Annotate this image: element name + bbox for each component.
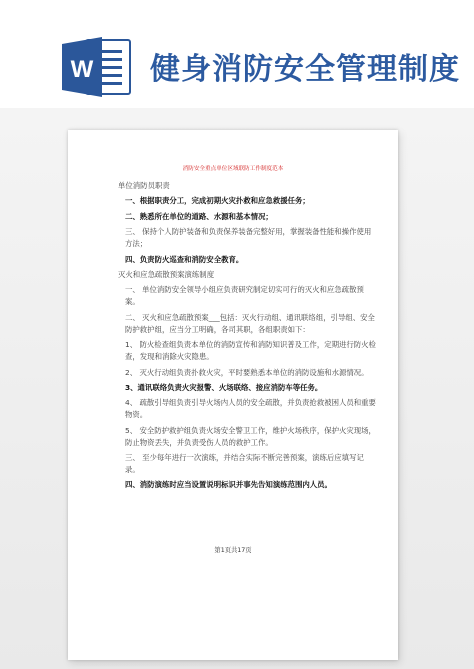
page-number: 第1页共17页 [214,547,252,554]
paragraph-team-1: 1、 防火检查组负责本单位的消防宣传和消防知识普及工作，定期进行防火检查，发现和消除火灾隐患。 [125,340,376,362]
header-banner [0,0,474,108]
paragraph-team-4: 4、 疏散引导组负责引导火场内人员的安全疏散，并负责抢救被困人员和重要物资。 [125,398,376,420]
paragraph-duty-1: 一、根据职责分工，完成初期火灾扑救和应急救援任务； [125,196,310,206]
word-icon [60,36,132,98]
document-body [118,180,376,495]
paragraph-drill-3: 三、 至少每年进行一次演练，并结合实际不断完善预案，演练后应填写记录。 [125,453,364,475]
paragraph-drill-4: 四、消防演练时应当设置说明标识并事先告知演练范围内人员。 [125,480,332,490]
paragraph-duty-3: 三、 保持个人防护装备和负责保养装备完整好用，掌握装备性能和操作使用方法； [125,227,372,249]
word-logo-letter: W [70,56,94,83]
paragraph-duty-2: 二、熟悉所在单位的道路、水源和基本情况； [125,211,273,221]
paragraph-duty-4: 四、负责防火巡查和消防安全教育。 [125,254,244,264]
document-page [68,130,398,660]
paragraph-section-heading: 单位消防员职责 [118,181,170,190]
paragraph-team-3: 3、通讯联络负责火灾报警、火场联络、接应消防车等任务。 [125,382,323,392]
paragraph-drill-1: 一、 单位消防安全领导小组应负责研究制定切实可行的灭火和应急疏散预案。 [125,285,364,307]
paragraph-team-5: 5、 安全防护救护组负责火场安全警卫工作，维护火场秩序，保护火灾现场，防止物资丢失，并负责受伤人员的救护工作。 [125,425,376,447]
page-title: 健身消防安全管理制度 [150,52,460,87]
document-title: 消防安全重点单位区域联防工作制度范本 [182,166,284,172]
paragraph-drill-2: 二、 灭火和应急疏散预案___包括：灭火行动组、通讯联络组，引导组、安全防护救护组，应当分工明确，各司其职，各组职责如下： [125,312,375,334]
paragraph-team-2: 2、 灭火行动组负责扑救火灾，平时要熟悉本单位的消防设施和水源情况。 [125,367,369,377]
paragraph-drill-heading: 灭火和应急疏散预案演练制度 [118,269,215,279]
